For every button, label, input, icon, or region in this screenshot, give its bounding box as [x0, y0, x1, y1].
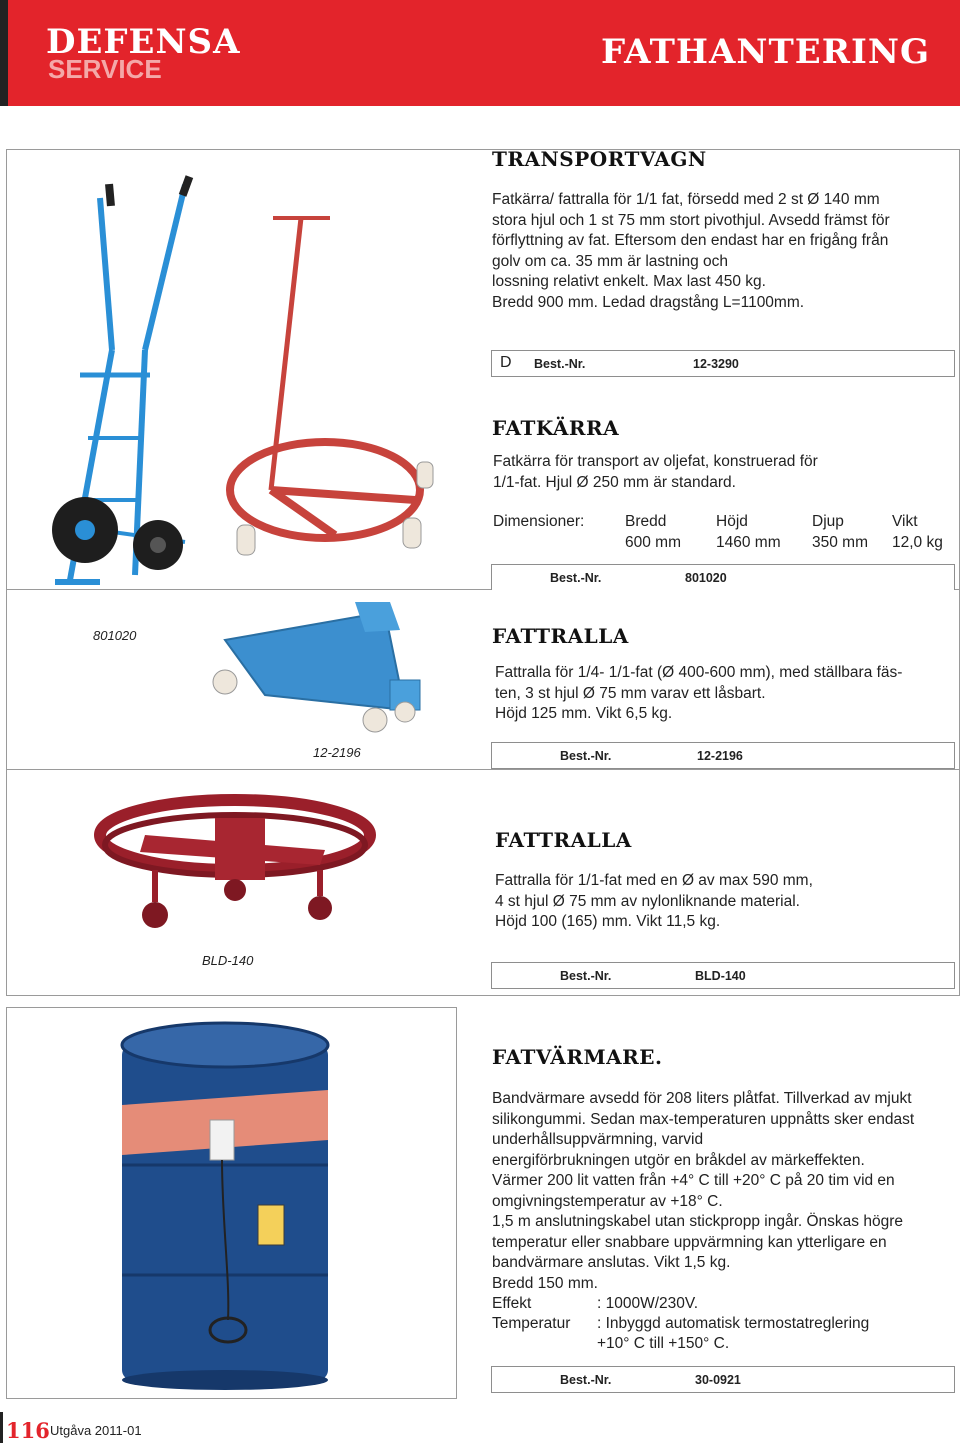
fattralla1-line: Höjd 125 mm. Vikt 6,5 kg.: [495, 705, 673, 722]
transportvagn-line: Fatkärra/ fattralla för 1/1 fat, försedd med 2 st Ø 140 mm: [492, 191, 880, 208]
fattralla1-title: FATTRALLA: [492, 624, 629, 648]
fatvarmare-line: bandvärmare anslutas. Vikt 1,5 kg.: [492, 1254, 731, 1271]
fatvarmare-line: Bandvärmare avsedd för 208 liters plåtfat. Tillverkad av mjukt: [492, 1090, 912, 1107]
fatvarmare-line: underhållsuppvärmning, varvid: [492, 1131, 704, 1148]
fatvarmare-line: Bredd 150 mm.: [492, 1274, 598, 1292]
spec-temp-range: +10° C till +150° C.: [597, 1335, 730, 1352]
fattralla2-title: FATTRALLA: [495, 828, 632, 852]
image-label-bld-140: BLD-140: [202, 953, 254, 968]
logo-service: SERVICE: [48, 54, 162, 84]
best-label: Best.-Nr.: [560, 969, 612, 983]
fattralla-blue-image: [205, 600, 445, 740]
fatkarra-line: Fatkärra för transport av oljefat, konstruerad för: [493, 453, 818, 470]
transportvagn-line: Bredd 900 mm. Ledad dragstång L=1100mm.: [492, 293, 805, 311]
best-nr-box-fattralla1: [491, 742, 955, 769]
fattralla1-line: Fattralla för 1/4- 1/1-fat (Ø 400-600 mm), med ställbara fäs-: [495, 664, 903, 681]
transportvagn-line: stora hjul och 1 st 75 mm stort pivothjul. Avsedd främst för: [492, 211, 890, 229]
footer-edge-bar: [0, 1412, 3, 1443]
transportvagn-line: förflyttning av fat. Eftersom den endast har en frigång från: [492, 232, 889, 249]
best-nr-box-fattralla2: [491, 962, 955, 989]
best-label: Best.-Nr.: [560, 1373, 612, 1387]
spec-effekt-value: : 1000W/230V.: [597, 1295, 699, 1312]
fatvarmare-image: [110, 1020, 340, 1395]
fatkarra-description: [493, 452, 953, 493]
best-nr-box-transportvagn: [491, 350, 955, 377]
dims-value-djup: 350 mm: [812, 534, 868, 551]
spec-effekt-label: Effekt: [492, 1295, 532, 1312]
best-number: 801020: [685, 571, 727, 585]
fatvarmare-line: Värmer 200 lit vatten från +4° C till +20° C på 20 tim vid en: [492, 1172, 895, 1189]
spec-temp-value: : Inbyggd automatisk termostatreglering: [597, 1315, 870, 1332]
best-label: Best.-Nr.: [534, 357, 586, 371]
fattralla2-line: Fattralla för 1/1-fat med en Ø av max 590 mm,: [495, 872, 813, 889]
dims-label: Dimensioner:: [493, 513, 585, 530]
image-label-12-2196: 12-2196: [313, 745, 361, 760]
spec-temp-label: Temperatur: [492, 1315, 571, 1332]
header-edge-bar: [0, 0, 8, 106]
transport-trolley-image: [40, 170, 190, 600]
fattralla-red-image: [95, 790, 375, 945]
edition-label: Utgåva 2011-01: [50, 1423, 142, 1438]
best-nr-box-fatvarmare: [491, 1366, 955, 1393]
dims-header-hojd: Höjd: [716, 513, 748, 530]
best-label: Best.-Nr.: [560, 749, 612, 763]
fatvarmare-title: FATVÄRMARE.: [492, 1045, 663, 1069]
page-number: 116: [6, 1418, 50, 1443]
fattralla2-line: Höjd 100 (165) mm. Vikt 11,5 kg.: [495, 913, 721, 930]
best-label: Best.-Nr.: [550, 571, 602, 585]
fatkarra-title: FATKÄRRA: [492, 416, 620, 440]
dims-header-vikt: Vikt: [892, 513, 918, 530]
fatkarra-image: [225, 200, 435, 570]
logo-defensa: DEFENSA: [46, 22, 241, 62]
fatvarmare-specs: [492, 1294, 960, 1356]
fattralla2-line: 4 st hjul Ø 75 mm av nylonliknande material.: [495, 892, 800, 910]
fatvarmare-line: silikongummi. Sedan max-temperaturen uppnåtts sker endast: [492, 1110, 915, 1128]
page-title: FATHANTERING: [600, 32, 930, 72]
fatkarra-dimensions: [493, 513, 953, 557]
best-number: 30-0921: [695, 1373, 741, 1387]
fattralla2-description: [495, 871, 955, 933]
best-prefix: D: [500, 354, 512, 371]
dims-value-hojd: 1460 mm: [716, 534, 781, 551]
dims-value-vikt: 12,0 kg: [892, 534, 943, 551]
transportvagn-line: lossning relativt enkelt. Max last 450 kg.: [492, 273, 766, 290]
fattralla1-description: [495, 663, 955, 725]
dims-value-bredd: 600 mm: [625, 534, 681, 551]
best-nr-box-fatkarra: [491, 564, 955, 591]
fatvarmare-line: energiförbrukningen utgör en bråkdel av märkeffekten.: [492, 1151, 865, 1169]
dims-header-djup: Djup: [812, 513, 844, 530]
fatvarmare-line: 1,5 m anslutningskabel utan stickpropp ingår. Önskas högre: [492, 1213, 903, 1230]
fatvarmare-line: temperatur eller snabbare uppvärmning kan ytterligare en: [492, 1233, 887, 1251]
transportvagn-description: [492, 190, 952, 313]
fatkarra-line: 1/1-fat. Hjul Ø 250 mm är standard.: [493, 473, 736, 491]
dims-header-bredd: Bredd: [625, 513, 667, 530]
fatvarmare-description: [492, 1089, 960, 1294]
transportvagn-title: TRANSPORTVAGN: [492, 147, 707, 171]
image-label-801020: 801020: [93, 628, 137, 643]
fattralla1-line: ten, 3 st hjul Ø 75 mm varav ett låsbart.: [495, 684, 766, 702]
best-number: 12-2196: [697, 749, 743, 763]
best-number: 12-3290: [693, 357, 739, 371]
best-number: BLD-140: [695, 969, 746, 983]
transportvagn-line: golv om ca. 35 mm är lastning och: [492, 252, 729, 270]
fatvarmare-line: omgivningstemperatur av +18° C.: [492, 1192, 723, 1210]
